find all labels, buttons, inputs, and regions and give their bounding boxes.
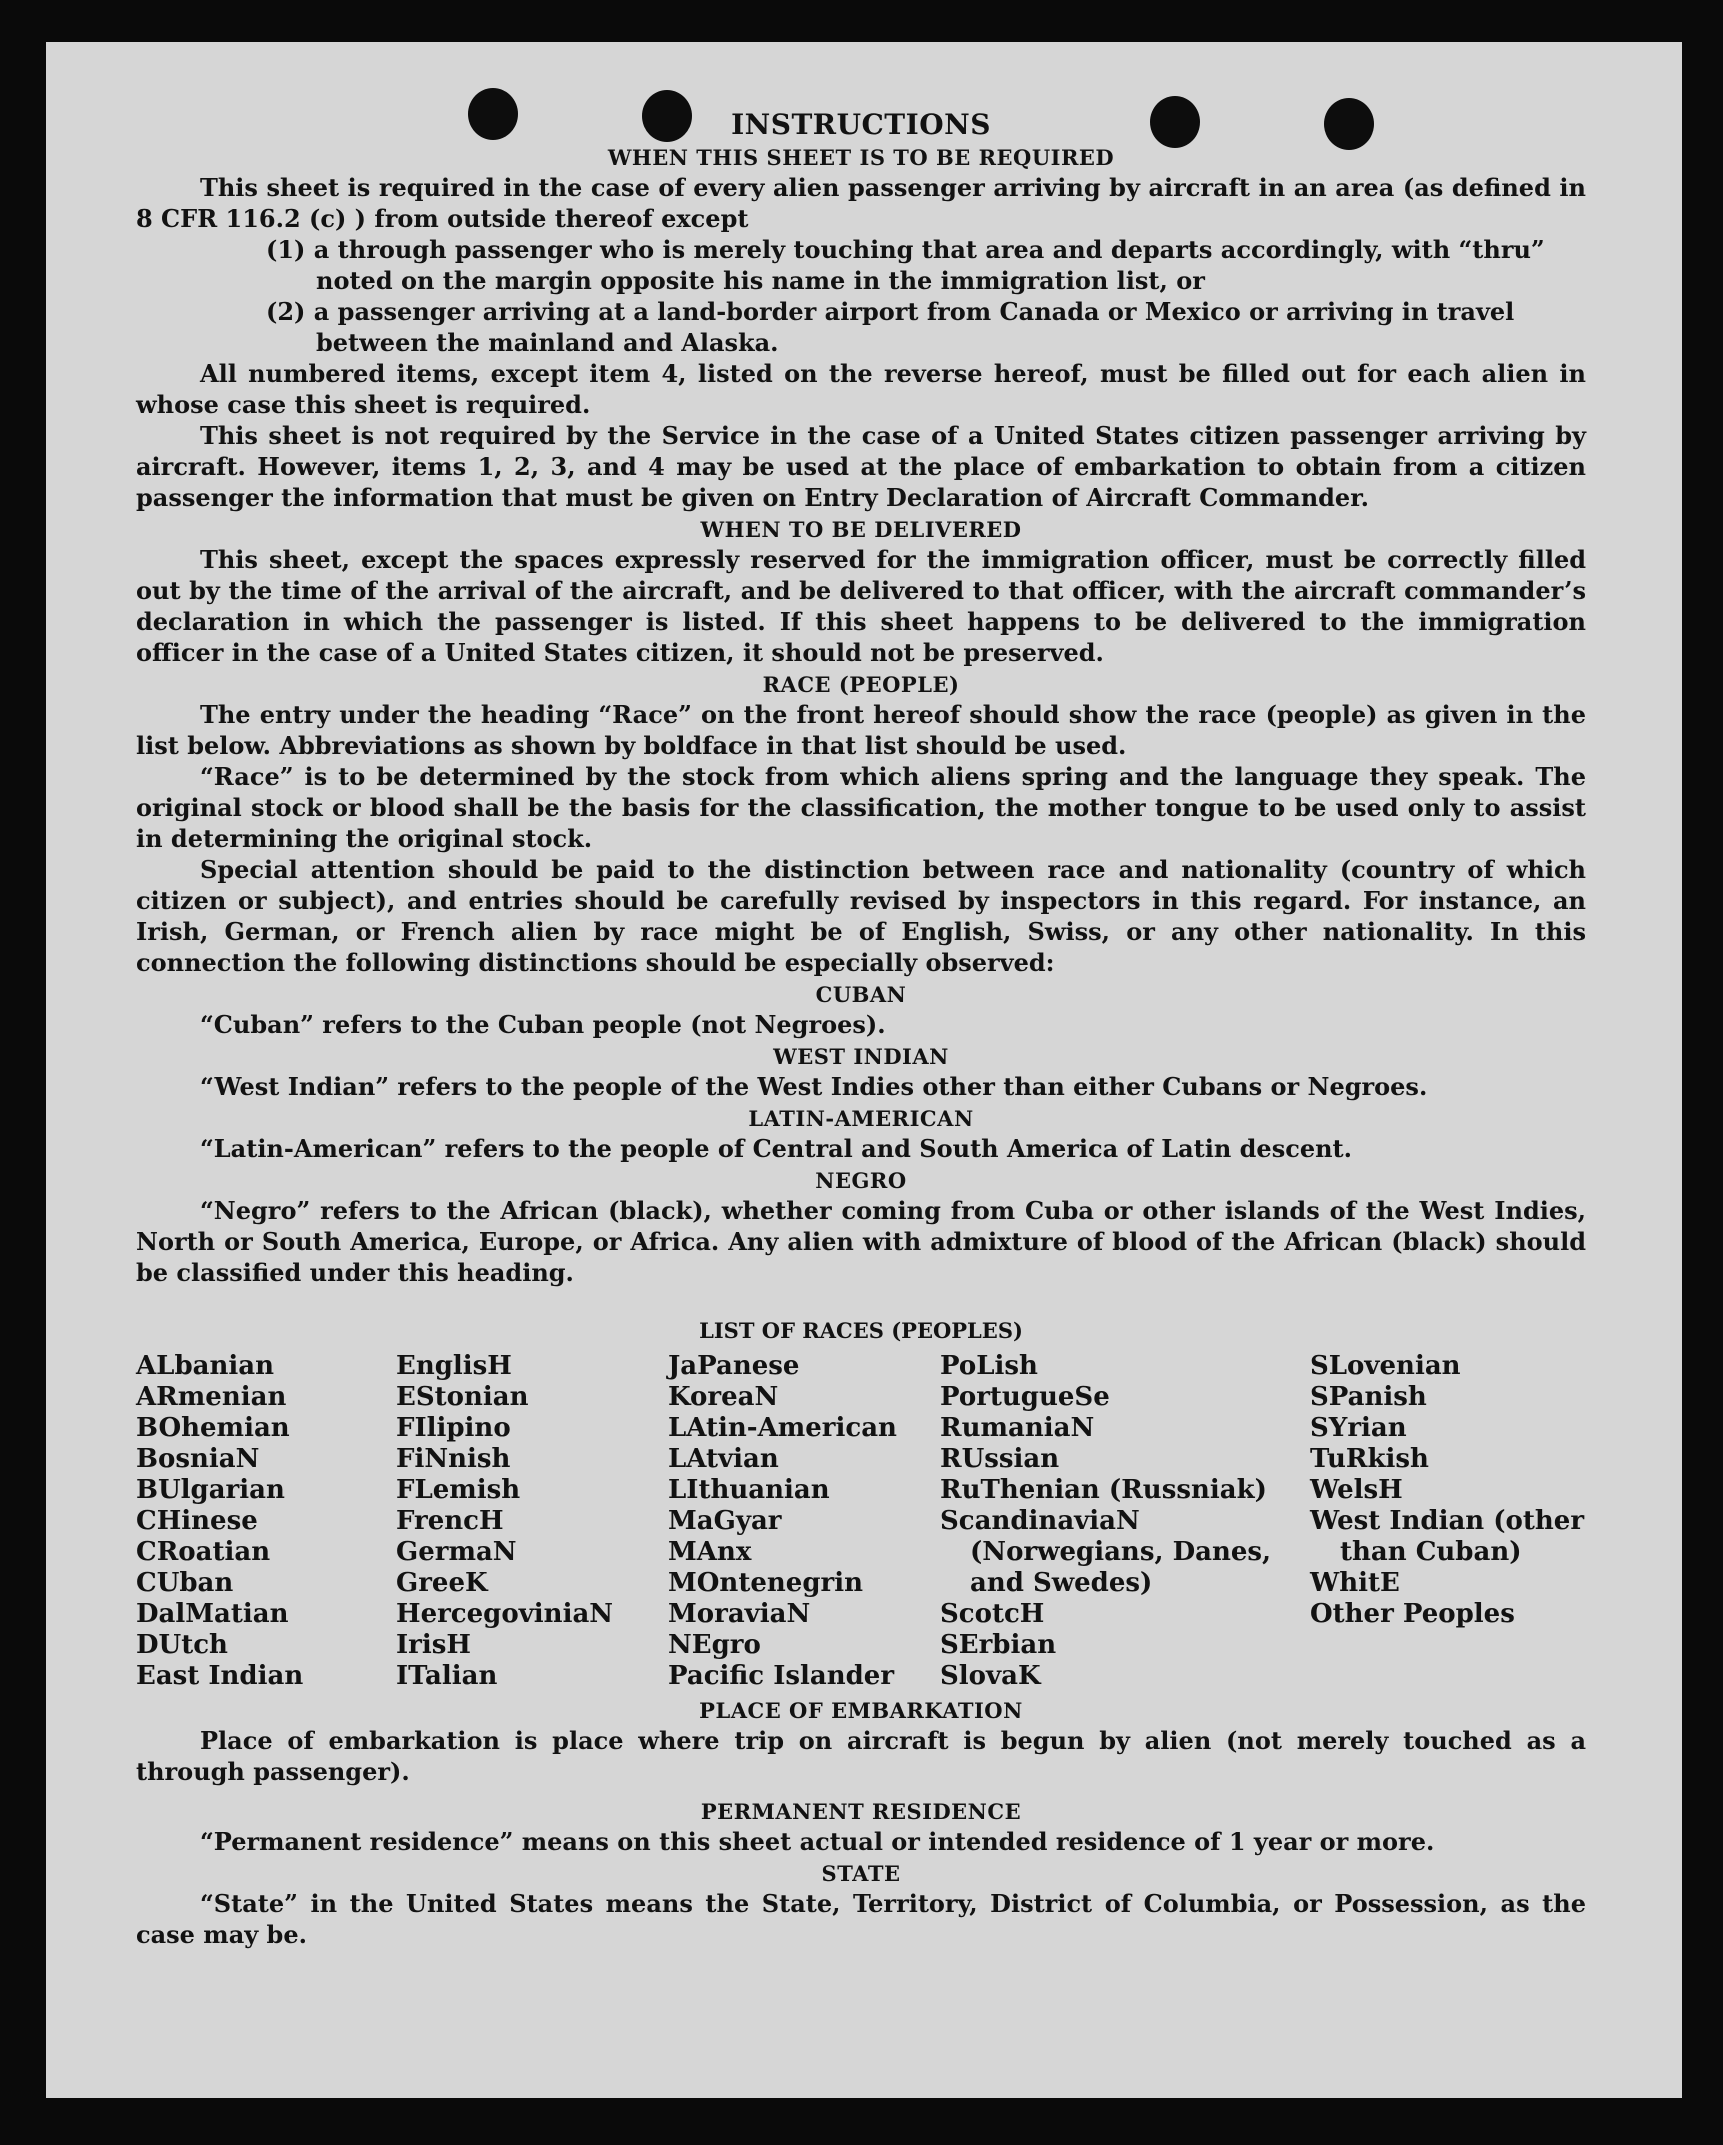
list-item: (1) a through passenger who is merely touching that area and departs accordingly, with “thru” noted on the margin opposite his name in the immigration list, or — [266, 235, 1545, 295]
race-entry: FrencH — [396, 1506, 504, 1536]
race-entry: LAtin-American — [668, 1413, 897, 1443]
race-entry: RumaniaN — [940, 1413, 1095, 1443]
race-entry: EnglisH — [396, 1351, 512, 1381]
section-heading: WEST INDIAN — [773, 1044, 949, 1069]
race-entry: TuRkish — [1310, 1444, 1429, 1474]
race-entry: MAnx — [668, 1537, 752, 1567]
paragraph: All numbered items, except item 4, listed on the reverse hereof, must be filled out for each alien in whose case this sheet is required. — [136, 359, 1586, 419]
race-entry: ScandinaviaN (Norwegians, Danes, and Swedes) — [940, 1506, 1272, 1598]
race-entry: East Indian — [136, 1661, 304, 1691]
race-entry: JaPanese — [668, 1351, 800, 1381]
race-entry: GermaN — [396, 1537, 517, 1567]
race-entry: SlovaK — [940, 1661, 1041, 1691]
paragraph: “West Indian” refers to the people of the West Indies other than either Cubans or Negroes. — [200, 1072, 1428, 1101]
race-entry: SYrian — [1310, 1413, 1407, 1443]
race-entry: BosniaN — [136, 1444, 260, 1474]
race-entry: KoreaN — [668, 1382, 779, 1412]
paragraph: Special attention should be paid to the distinction between race and nationality (country of which citizen or subject), and entries should be carefully revised by inspectors in this regard. For instance, an Irish, German, or French alien by race might be of English, Swiss, or any other nationality. In this connection the following distinctions should be especially observed: — [136, 855, 1586, 977]
race-entry: BOhemian — [136, 1413, 290, 1443]
section-heading: RACE (PEOPLE) — [762, 672, 960, 697]
section-heading: LATIN-AMERICAN — [748, 1106, 974, 1131]
race-entry: DUtch — [136, 1630, 228, 1660]
race-entry: PoLish — [940, 1351, 1038, 1381]
race-entry: ARmenian — [136, 1382, 287, 1412]
race-entry: CRoatian — [136, 1537, 271, 1567]
races-column — [396, 1351, 668, 1692]
paragraph: This sheet, except the spaces expressly reserved for the immigration officer, must be correctly filled out by the time of the arrival of the aircraft, and be delivered to that officer, with the aircraft commander’s declaration in which the passenger is listed. If this sheet happens to be delivered to the immigration officer in the case of a United States citizen, it should not be preserved. — [136, 545, 1586, 667]
paragraph: “State” in the United States means the State, Territory, District of Columbia, or Possession, as the case may be. — [136, 1889, 1586, 1949]
race-entry: SPanish — [1310, 1382, 1427, 1412]
races-column — [136, 1351, 396, 1692]
race-entry: BUlgarian — [136, 1475, 285, 1505]
section-heading: NEGRO — [815, 1168, 907, 1193]
race-entry: ALbanian — [136, 1351, 275, 1381]
race-entry: Pacific Islander — [668, 1661, 895, 1691]
race-entry: GreeK — [396, 1568, 488, 1598]
race-entry: RuThenian (Russniak) — [940, 1475, 1267, 1505]
race-entry: FIlipino — [396, 1413, 511, 1443]
race-entry: WelsH — [1310, 1475, 1403, 1505]
section-heading: WHEN THIS SHEET IS TO BE REQUIRED — [607, 145, 1115, 170]
race-entry: MOntenegrin — [668, 1568, 863, 1598]
race-entry: DalMatian — [136, 1599, 289, 1629]
paragraph: “Latin-American” refers to the people of Central and South America of Latin descent. — [200, 1134, 1352, 1163]
race-entry: MoraviaN — [668, 1599, 811, 1629]
races-list — [136, 1351, 1586, 1692]
race-entry: ScotcH — [940, 1599, 1045, 1629]
section-heading: CUBAN — [815, 982, 907, 1007]
races-list-heading: LIST OF RACES (PEOPLES) — [699, 1318, 1023, 1343]
section-heading: PLACE OF EMBARKATION — [699, 1698, 1023, 1723]
race-entry: Other Peoples — [1310, 1599, 1515, 1629]
section-heading: WHEN TO BE DELIVERED — [700, 517, 1022, 542]
race-entry: IrisH — [396, 1630, 471, 1660]
race-entry: EStonian — [396, 1382, 529, 1412]
race-entry: SErbian — [940, 1630, 1057, 1660]
instructions-content — [136, 108, 1586, 1950]
race-entry: FiNnish — [396, 1444, 511, 1474]
race-entry: SLovenian — [1310, 1351, 1461, 1381]
paragraph: “Race” is to be determined by the stock from which aliens spring and the language they speak. The original stock or blood shall be the basis for the classification, the mother tongue to be used only to assist in determining the original stock. — [136, 762, 1586, 853]
page-title: INSTRUCTIONS — [731, 108, 991, 141]
paragraph: This sheet is required in the case of every alien passenger arriving by aircraft in an area (as defined in 8 CFR 116.2 (c) ) from outside thereof except — [136, 173, 1586, 233]
race-entry: PortugueSe — [940, 1382, 1110, 1412]
races-column — [940, 1351, 1310, 1692]
race-entry: West Indian (other than Cuban) — [1310, 1506, 1585, 1567]
race-entry: HercegoviniaN — [396, 1599, 614, 1629]
paragraph: “Cuban” refers to the Cuban people (not Negroes). — [200, 1010, 886, 1039]
section-heading: STATE — [821, 1861, 901, 1886]
races-column — [668, 1351, 940, 1692]
race-entry: ITalian — [396, 1661, 498, 1691]
race-entry: LIthuanian — [668, 1475, 830, 1505]
race-entry: FLemish — [396, 1475, 521, 1505]
race-entry: MaGyar — [668, 1506, 782, 1536]
list-item: (2) a passenger arriving at a land-border airport from Canada or Mexico or arriving in travel between the mainland and Alaska. — [266, 297, 1515, 357]
race-entry: LAtvian — [668, 1444, 779, 1474]
paragraph: “Negro” refers to the African (black), whether coming from Cuba or other islands of the West Indies, North or South America, Europe, or Africa. Any alien with admixture of blood of the African (black) should be classified under this heading. — [136, 1196, 1586, 1287]
race-entry: CHinese — [136, 1506, 258, 1536]
paragraph: The entry under the heading “Race” on the front hereof should show the race (people) as given in the list below. Abbreviations as shown by boldface in that list should be used. — [136, 700, 1586, 760]
races-column — [1310, 1351, 1586, 1692]
race-entry: CUban — [136, 1568, 234, 1598]
section-heading: PERMANENT RESIDENCE — [700, 1799, 1022, 1824]
paragraph: “Permanent residence” means on this sheet actual or intended residence of 1 year or more. — [200, 1827, 1435, 1856]
race-entry: WhitE — [1310, 1568, 1400, 1598]
race-entry: RUssian — [940, 1444, 1060, 1474]
race-entry: NEgro — [668, 1630, 761, 1660]
paragraph: Place of embarkation is place where trip on aircraft is begun by alien (not merely touched as a through passenger). — [136, 1726, 1586, 1786]
paragraph: This sheet is not required by the Service in the case of a United States citizen passenger arriving by aircraft. However, items 1, 2, 3, and 4 may be used at the place of embarkation to obtain from a citizen passenger the information that must be given on Entry Declaration of Aircraft Commander. — [136, 421, 1586, 512]
